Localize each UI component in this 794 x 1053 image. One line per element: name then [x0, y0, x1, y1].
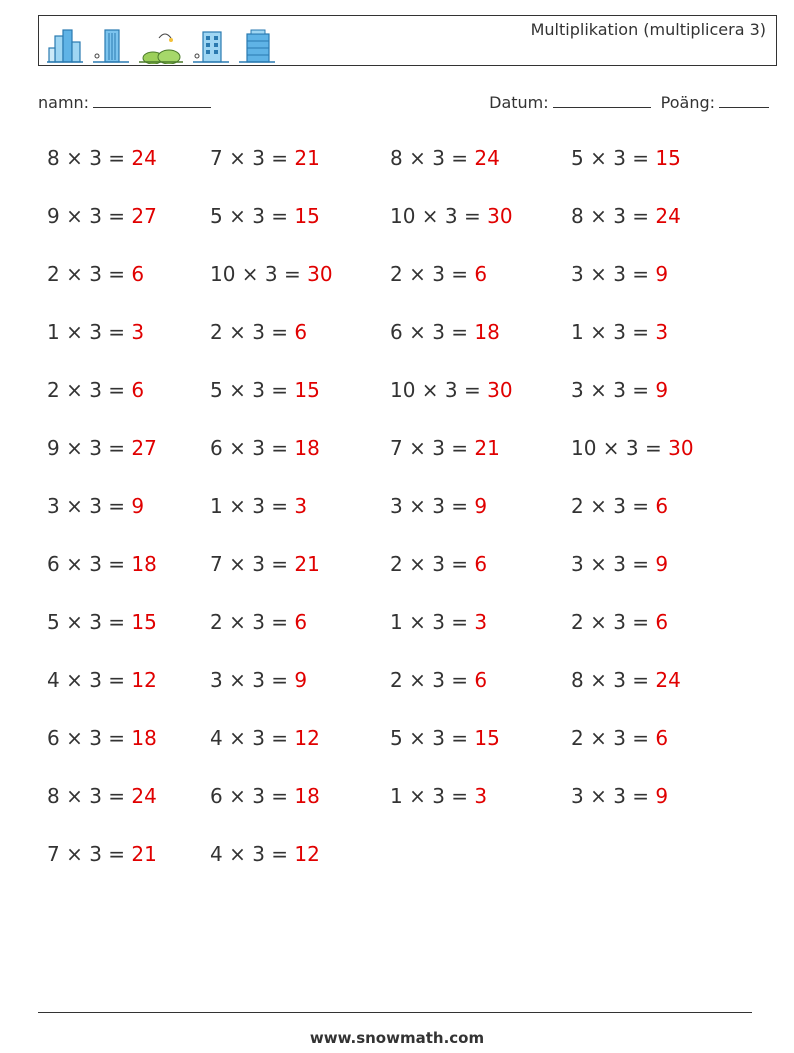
problem-item: [210, 784, 320, 808]
problem-question: 6 × 3 =: [47, 726, 132, 750]
problem-question: 6 × 3 =: [390, 320, 475, 344]
problem-question: 10 × 3 =: [390, 204, 488, 228]
problem-question: 2 × 3 =: [210, 610, 295, 634]
problem-answer: 3: [474, 784, 488, 808]
problem-question: 7 × 3 =: [390, 436, 475, 460]
problem-answer: 9: [474, 494, 488, 518]
problem-question: 1 × 3 =: [571, 320, 656, 344]
problem-item: [571, 552, 668, 576]
problem-answer: 24: [655, 204, 681, 228]
problem-answer: 6: [655, 726, 669, 750]
problem-question: 2 × 3 =: [390, 668, 475, 692]
problem-row: [47, 610, 767, 640]
problem-item: [390, 262, 487, 286]
problem-question: 1 × 3 =: [210, 494, 295, 518]
problem-question: 2 × 3 =: [571, 726, 656, 750]
problem-question: 4 × 3 =: [47, 668, 132, 692]
problem-question: 2 × 3 =: [571, 494, 656, 518]
problem-item: [210, 436, 320, 460]
problem-item: [47, 842, 157, 866]
problem-question: 4 × 3 =: [210, 726, 295, 750]
problem-answer: 6: [655, 494, 669, 518]
problem-answer: 18: [474, 320, 500, 344]
problem-answer: 9: [655, 378, 669, 402]
problem-item: [390, 146, 500, 170]
problem-answer: 9: [655, 784, 669, 808]
problem-answer: 21: [474, 436, 500, 460]
problem-answer: 24: [131, 146, 157, 170]
score-blank[interactable]: [719, 93, 769, 108]
problem-question: 3 × 3 =: [571, 552, 656, 576]
problem-answer: 6: [474, 552, 488, 576]
problem-item: [571, 494, 668, 518]
problem-question: 8 × 3 =: [571, 204, 656, 228]
problem-item: [571, 204, 681, 228]
problem-item: [571, 146, 681, 170]
problem-answer: 24: [131, 784, 157, 808]
problem-row: [47, 436, 767, 466]
problem-answer: 27: [131, 204, 157, 228]
problem-item: [571, 320, 668, 344]
problem-row: [47, 494, 767, 524]
problem-item: [210, 668, 307, 692]
problem-item: [47, 378, 144, 402]
problem-answer: 9: [294, 668, 308, 692]
problem-question: 5 × 3 =: [210, 378, 295, 402]
problem-question: 6 × 3 =: [210, 784, 295, 808]
problem-answer: 6: [131, 378, 145, 402]
problem-answer: 21: [294, 552, 320, 576]
problem-row: [47, 726, 767, 756]
problem-item: [210, 262, 333, 286]
problem-answer: 3: [474, 610, 488, 634]
problem-item: [47, 262, 144, 286]
problem-question: 8 × 3 =: [571, 668, 656, 692]
problem-item: [390, 784, 487, 808]
problem-answer: 27: [131, 436, 157, 460]
problem-question: 1 × 3 =: [47, 320, 132, 344]
problem-answer: 15: [294, 378, 320, 402]
score-field: [661, 93, 769, 112]
problem-question: 2 × 3 =: [210, 320, 295, 344]
problem-item: [390, 668, 487, 692]
problem-item: [47, 436, 157, 460]
problem-item: [47, 784, 157, 808]
problem-item: [210, 494, 307, 518]
problem-question: 6 × 3 =: [47, 552, 132, 576]
problem-question: 5 × 3 =: [571, 146, 656, 170]
problem-question: 4 × 3 =: [210, 842, 295, 866]
footer-divider: [38, 1012, 752, 1013]
problem-row: [47, 146, 767, 176]
problem-item: [571, 668, 681, 692]
problem-item: [210, 842, 320, 866]
problem-row: [47, 378, 767, 408]
problem-question: 9 × 3 =: [47, 204, 132, 228]
problem-item: [210, 204, 320, 228]
problem-answer: 6: [655, 610, 669, 634]
date-score-fields: [489, 93, 769, 112]
problem-row: [47, 668, 767, 698]
problem-answer: 15: [474, 726, 500, 750]
name-field: [38, 93, 211, 112]
problem-answer: 3: [655, 320, 669, 344]
problem-answer: 24: [655, 668, 681, 692]
problem-item: [571, 262, 668, 286]
problem-question: 8 × 3 =: [390, 146, 475, 170]
date-label: Datum:: [489, 93, 549, 112]
skyscraper-icon: [239, 28, 275, 64]
problem-item: [47, 668, 157, 692]
problem-answer: 9: [655, 262, 669, 286]
problem-answer: 6: [131, 262, 145, 286]
problem-item: [571, 378, 668, 402]
problem-answer: 30: [487, 204, 513, 228]
problem-question: 5 × 3 =: [210, 204, 295, 228]
problem-item: [390, 610, 487, 634]
problem-item: [210, 726, 320, 750]
problem-row: [47, 842, 767, 872]
problem-question: 10 × 3 =: [571, 436, 669, 460]
problem-question: 3 × 3 =: [571, 378, 656, 402]
park-trees-icon: [139, 28, 183, 64]
problem-item: [210, 320, 307, 344]
problem-item: [210, 552, 320, 576]
problem-item: [47, 726, 157, 750]
problem-answer: 6: [294, 610, 308, 634]
problem-question: 7 × 3 =: [210, 146, 295, 170]
problem-question: 3 × 3 =: [571, 784, 656, 808]
problem-item: [210, 378, 320, 402]
problem-answer: 12: [294, 842, 320, 866]
problem-question: 1 × 3 =: [390, 784, 475, 808]
problem-question: 8 × 3 =: [47, 146, 132, 170]
problem-item: [390, 204, 513, 228]
problem-item: [47, 610, 157, 634]
score-label: Poäng:: [660, 93, 715, 112]
name-label: namn:: [38, 93, 90, 112]
problem-question: 10 × 3 =: [210, 262, 308, 286]
problem-item: [47, 494, 144, 518]
problem-answer: 18: [294, 436, 320, 460]
problem-question: 2 × 3 =: [390, 552, 475, 576]
problem-answer: 30: [487, 378, 513, 402]
problem-question: 2 × 3 =: [571, 610, 656, 634]
problem-item: [571, 726, 668, 750]
problem-question: 5 × 3 =: [390, 726, 475, 750]
problem-question: 3 × 3 =: [571, 262, 656, 286]
name-blank[interactable]: [93, 93, 211, 108]
problem-question: 8 × 3 =: [47, 784, 132, 808]
problem-question: 7 × 3 =: [210, 552, 295, 576]
problem-answer: 18: [131, 726, 157, 750]
problem-item: [210, 610, 307, 634]
problem-answer: 15: [655, 146, 681, 170]
problem-item: [571, 610, 668, 634]
problem-answer: 9: [655, 552, 669, 576]
problem-item: [47, 204, 157, 228]
problem-answer: 21: [131, 842, 157, 866]
problem-answer: 24: [474, 146, 500, 170]
problem-row: [47, 262, 767, 292]
problem-answer: 3: [294, 494, 308, 518]
problem-answer: 30: [668, 436, 694, 460]
problem-answer: 6: [294, 320, 308, 344]
tower-icon: [93, 28, 129, 64]
problem-item: [390, 436, 500, 460]
problem-answer: 12: [131, 668, 157, 692]
footer-url: www.snowmath.com: [309, 1029, 485, 1047]
problem-answer: 30: [307, 262, 333, 286]
header-box: [38, 15, 777, 66]
problem-question: 2 × 3 =: [47, 262, 132, 286]
problem-answer: 12: [294, 726, 320, 750]
problem-question: 7 × 3 =: [47, 842, 132, 866]
problem-question: 2 × 3 =: [47, 378, 132, 402]
problem-question: 1 × 3 =: [390, 610, 475, 634]
problem-question: 9 × 3 =: [47, 436, 132, 460]
problem-item: [390, 726, 500, 750]
problem-answer: 6: [474, 668, 488, 692]
problem-question: 3 × 3 =: [47, 494, 132, 518]
problem-question: 6 × 3 =: [210, 436, 295, 460]
problem-row: [47, 204, 767, 234]
problem-item: [47, 146, 157, 170]
problem-answer: 18: [131, 552, 157, 576]
problem-item: [390, 320, 500, 344]
problem-item: [571, 436, 694, 460]
problem-answer: 3: [131, 320, 145, 344]
problem-item: [390, 494, 487, 518]
problem-row: [47, 784, 767, 814]
problem-item: [390, 378, 513, 402]
problem-answer: 9: [131, 494, 145, 518]
worksheet-title: Multiplikation (multiplicera 3): [530, 20, 766, 39]
problem-question: 5 × 3 =: [47, 610, 132, 634]
problem-answer: 18: [294, 784, 320, 808]
problem-item: [571, 784, 668, 808]
problem-item: [390, 552, 487, 576]
problem-answer: 15: [131, 610, 157, 634]
problem-item: [47, 552, 157, 576]
date-blank[interactable]: [553, 93, 651, 108]
problem-question: 10 × 3 =: [390, 378, 488, 402]
problem-answer: 15: [294, 204, 320, 228]
header-icons: [47, 24, 275, 64]
problem-row: [47, 552, 767, 582]
problem-question: 3 × 3 =: [390, 494, 475, 518]
problem-answer: 6: [474, 262, 488, 286]
problem-question: 2 × 3 =: [390, 262, 475, 286]
office-icon: [193, 28, 229, 64]
date-field: [489, 93, 651, 112]
problem-row: [47, 320, 767, 350]
building-icon: [47, 28, 83, 64]
problem-question: 3 × 3 =: [210, 668, 295, 692]
problem-answer: 21: [294, 146, 320, 170]
problem-item: [47, 320, 144, 344]
problem-item: [210, 146, 320, 170]
